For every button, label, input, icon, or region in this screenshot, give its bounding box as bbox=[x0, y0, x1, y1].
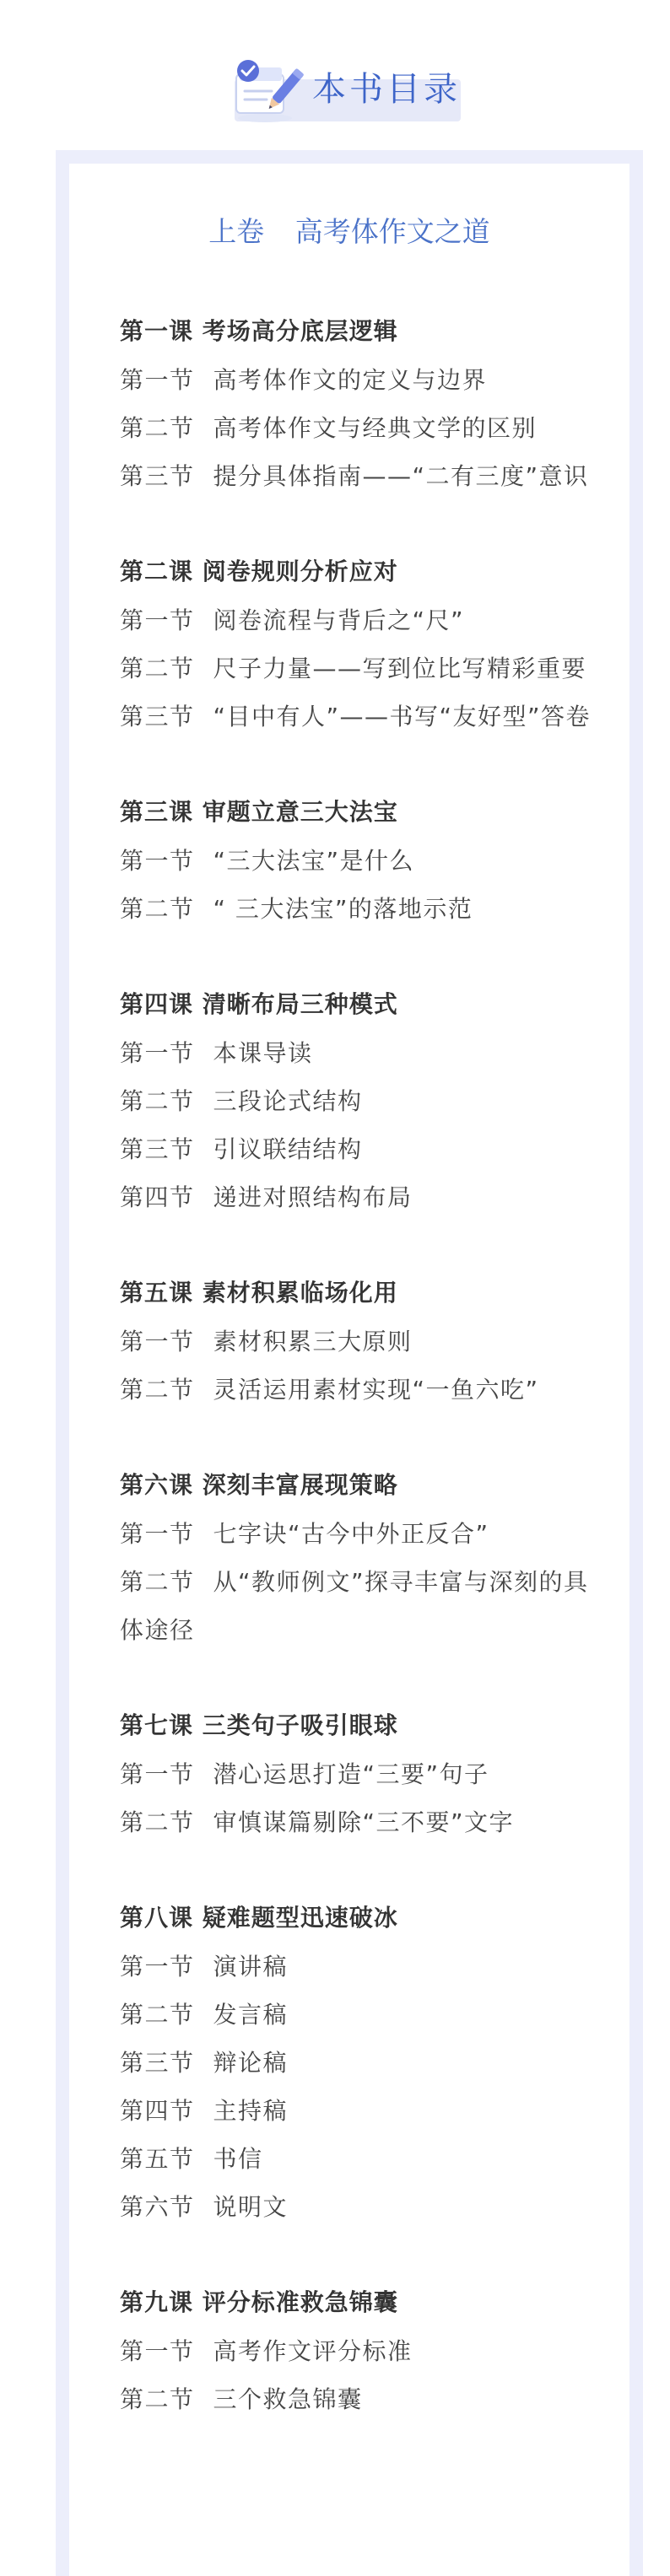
section-title: 素材积累三大原则 bbox=[213, 1328, 413, 1355]
lesson-list bbox=[120, 307, 601, 2471]
lesson-title[interactable]: 第八课 疑难题型迅速破冰 bbox=[120, 1904, 398, 1932]
section-title: 三个救急锦囊 bbox=[213, 2385, 363, 2413]
section-label: 第三节 bbox=[120, 2049, 195, 2077]
section-label: 第三节 bbox=[120, 703, 195, 730]
lesson-title[interactable]: 第二课 阅卷规则分析应对 bbox=[120, 558, 398, 585]
section-title: 本课导读 bbox=[213, 1039, 313, 1067]
section-title: 高考作文评分标准 bbox=[213, 2337, 413, 2365]
section-label: 第一节 bbox=[120, 1760, 195, 1788]
section-title: 三段论式结构 bbox=[213, 1087, 363, 1115]
section-item[interactable] bbox=[120, 1991, 601, 2039]
section-item[interactable] bbox=[120, 1943, 601, 1991]
section-title: 辩论稿 bbox=[213, 2049, 289, 2077]
lesson-title[interactable]: 第五课 素材积累临场化用 bbox=[120, 1279, 398, 1307]
section-title: 高考体作文与经典文学的区别 bbox=[213, 414, 538, 442]
section-item[interactable] bbox=[120, 356, 601, 404]
section-title: 演讲稿 bbox=[213, 1953, 289, 1981]
lesson-title[interactable]: 第九课 评分标准救急锦囊 bbox=[120, 2288, 398, 2316]
section-title: 审慎谋篇剔除“三不要”文字 bbox=[213, 1808, 515, 1836]
toc-card bbox=[56, 150, 643, 2576]
section-label: 第一节 bbox=[120, 366, 195, 394]
section-label: 第四节 bbox=[120, 1183, 195, 1211]
section-label: 第二节 bbox=[120, 414, 195, 442]
lesson-title[interactable]: 第六课 深刻丰富展现策略 bbox=[120, 1471, 398, 1499]
section-item[interactable] bbox=[120, 1798, 601, 1846]
section-item[interactable] bbox=[120, 2183, 601, 2231]
section-title: 主持稿 bbox=[213, 2097, 289, 2125]
section-item[interactable] bbox=[120, 1318, 601, 1366]
lesson-title[interactable]: 第七课 三类句子吸引眼球 bbox=[120, 1711, 398, 1739]
section-title: “目中有人”——书写“友好型”答卷 bbox=[213, 703, 592, 730]
lesson-block bbox=[120, 307, 601, 500]
section-title: 潜心运思打造“三要”句子 bbox=[213, 1760, 489, 1788]
section-label: 第五节 bbox=[120, 2145, 195, 2173]
section-label: 第二节 bbox=[120, 655, 195, 682]
section-item[interactable] bbox=[120, 644, 601, 693]
section-label: 第一节 bbox=[120, 1520, 195, 1548]
section-label: 第三节 bbox=[120, 1135, 195, 1163]
section-label: 第二节 bbox=[120, 2001, 195, 2029]
section-label: 第一节 bbox=[120, 1328, 195, 1355]
lesson-block bbox=[120, 1461, 601, 1654]
lesson-block bbox=[120, 980, 601, 1221]
section-item[interactable] bbox=[120, 2375, 601, 2423]
section-title: 七字诀“古今中外正反合” bbox=[213, 1520, 489, 1548]
section-title: “ 三大法宝”的落地示范 bbox=[213, 895, 473, 923]
section-label: 第四节 bbox=[120, 2097, 195, 2125]
section-title: 书信 bbox=[213, 2145, 263, 2173]
section-item[interactable] bbox=[120, 837, 601, 885]
section-label: 第一节 bbox=[120, 2337, 195, 2365]
lesson-block bbox=[120, 1701, 601, 1846]
section-item[interactable] bbox=[120, 1510, 601, 1558]
section-label: 第二节 bbox=[120, 1808, 195, 1836]
section-item[interactable] bbox=[120, 1558, 601, 1654]
section-item[interactable] bbox=[120, 1125, 601, 1173]
section-title: 高考体作文的定义与边界 bbox=[213, 366, 488, 394]
section-item[interactable] bbox=[120, 2135, 601, 2183]
section-item[interactable] bbox=[120, 596, 601, 644]
section-item[interactable] bbox=[120, 1366, 601, 1414]
section-item[interactable] bbox=[120, 2087, 601, 2135]
lesson-block bbox=[120, 547, 601, 741]
section-label: 第二节 bbox=[120, 1568, 195, 1596]
section-label: 第一节 bbox=[120, 1039, 195, 1067]
toc-title: 本书目录 bbox=[312, 70, 461, 109]
section-label: 第二节 bbox=[120, 2385, 195, 2413]
section-item[interactable] bbox=[120, 452, 601, 500]
section-title: “三大法宝”是什么 bbox=[213, 847, 415, 875]
section-label: 第三节 bbox=[120, 462, 195, 490]
section-label: 第二节 bbox=[120, 895, 195, 923]
section-title: 递进对照结构布局 bbox=[213, 1183, 413, 1211]
volume-title: 上卷 高考体作文之道 bbox=[208, 215, 490, 248]
section-item[interactable] bbox=[120, 1750, 601, 1798]
notebook-pencil-icon bbox=[228, 47, 304, 127]
section-label: 第二节 bbox=[120, 1087, 195, 1115]
toc-header bbox=[228, 47, 461, 127]
lesson-title[interactable]: 第一课 考场高分底层逻辑 bbox=[120, 317, 398, 345]
lesson-block bbox=[120, 2278, 601, 2423]
section-title: 从“教师例文”探寻丰富与深刻的具体途径 bbox=[120, 1568, 589, 1644]
section-label: 第二节 bbox=[120, 1376, 195, 1404]
section-title: 提分具体指南——“二有三度”意识 bbox=[213, 462, 589, 490]
section-item[interactable] bbox=[120, 2039, 601, 2087]
section-label: 第一节 bbox=[120, 847, 195, 875]
lesson-title[interactable]: 第三课 审题立意三大法宝 bbox=[120, 798, 398, 826]
section-label: 第六节 bbox=[120, 2193, 195, 2221]
section-item[interactable] bbox=[120, 885, 601, 933]
section-title: 发言稿 bbox=[213, 2001, 289, 2029]
section-item[interactable] bbox=[120, 404, 601, 452]
section-item[interactable] bbox=[120, 693, 601, 741]
lesson-block bbox=[120, 1269, 601, 1414]
section-item[interactable] bbox=[120, 2327, 601, 2375]
section-item[interactable] bbox=[120, 1029, 601, 1077]
lesson-block bbox=[120, 788, 601, 933]
section-item[interactable] bbox=[120, 1077, 601, 1125]
section-title: 灵活运用素材实现“一鱼六吃” bbox=[213, 1376, 539, 1404]
section-title: 引议联结结构 bbox=[213, 1135, 363, 1163]
section-label: 第一节 bbox=[120, 1953, 195, 1981]
lesson-title[interactable]: 第四课 清晰布局三种模式 bbox=[120, 990, 398, 1018]
section-title: 尺子力量——写到位比写精彩重要 bbox=[213, 655, 587, 682]
lesson-block bbox=[120, 1894, 601, 2231]
section-item[interactable] bbox=[120, 1173, 601, 1221]
section-title: 阅卷流程与背后之“尺” bbox=[213, 606, 465, 634]
section-label: 第一节 bbox=[120, 606, 195, 634]
section-title: 说明文 bbox=[213, 2193, 289, 2221]
